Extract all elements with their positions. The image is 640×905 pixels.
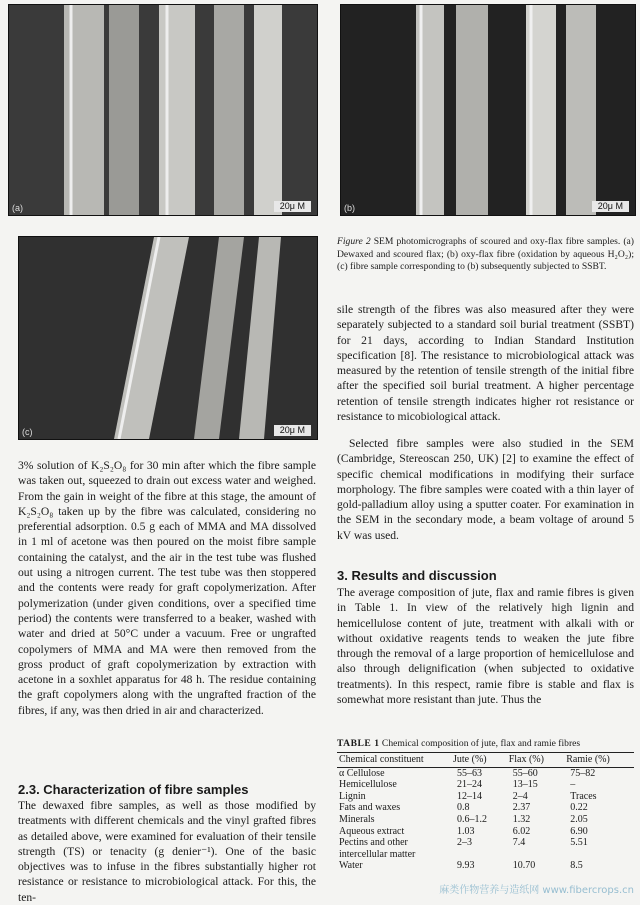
figure-label-b: (b) xyxy=(344,203,355,213)
cell-ramie: 6.90 xyxy=(570,825,588,837)
table-caption xyxy=(337,738,634,750)
cell-constituent: Minerals xyxy=(339,813,375,825)
cell-constituent: Aqueous extract xyxy=(339,825,405,837)
right-paragraph-2: Selected fibre samples were also studied in the SEM (Cambridge, Stereoscan 250, UK) [2] to examine the effect of specific chemical modifications in modifying their surface morphology. The fibre samples were coated with a thin layer of gold-palladium alloy using a sputter coater. For examination in the SEM in the secondary mode, a beam voltage of around 5 kV was used. xyxy=(337,437,634,542)
cell-ramie: 0.22 xyxy=(570,802,588,814)
cell-ramie: – xyxy=(570,779,576,791)
table-row xyxy=(337,779,634,791)
scale-bar-c: 20μ M xyxy=(274,425,311,436)
cell-jute: 55–63 xyxy=(457,767,482,779)
right-paragraph-3: The average composition of jute, flax and ramie fibres is given in Table 1. In view of the relatively high lignin and hemicellulose content of jute, treatment with alkali with or without oxidative reagents tends to weaken the jute fibre through the removal of a large proportion of hemicellulose and also through delignification (when subjected to oxidative treatments). In this respect, ramie fibre is stable and flax is somewhat more resistant than jute. Thus the xyxy=(337,586,634,707)
cell-flax: 2.37 xyxy=(512,802,531,814)
table-row xyxy=(337,826,634,838)
cell-jute: 1.03 xyxy=(457,825,475,837)
cell-jute: 21–24 xyxy=(457,779,482,791)
table-row xyxy=(337,767,634,779)
figure-label-c: (c) xyxy=(22,427,33,437)
section-heading-results: 3. Results and discussion xyxy=(337,568,497,583)
cell-ramie: 5.51 xyxy=(570,837,588,849)
cell-constituent: Hemicellulose xyxy=(339,779,397,791)
table-header-row xyxy=(337,753,634,768)
table-row xyxy=(337,802,634,814)
cell-constituent: Pectins and other intercellular matter xyxy=(339,837,416,860)
figure-caption-text: SEM photomicrographs of scoured and oxy-flax fibre samples. (a) Dewaxed and scoured flax; (b) oxy-flax fibre (oxidation by aqueous H₂O₂); (c) fibre sample corresponding to (b) subsequently subjected to SSBT. xyxy=(337,236,634,272)
cell-ramie: 2.05 xyxy=(570,813,588,825)
table-row xyxy=(337,837,634,860)
watermark: 麻类作物营养与造纸网 www.fibercrops.cn xyxy=(439,885,634,896)
table-title: Chemical composition of jute, flax and ramie fibres xyxy=(379,738,581,749)
table-row xyxy=(337,860,634,872)
cell-flax: 55–60 xyxy=(512,767,538,779)
cell-ramie: Traces xyxy=(570,790,597,802)
sem-photo-a xyxy=(8,4,318,216)
cell-flax: 7.4 xyxy=(512,837,526,849)
cell-constituent: α Cellulose xyxy=(339,767,385,779)
left-paragraph-2: The dewaxed fibre samples, as well as those modified by treatments with different chemicals and the vinyl grafted fibres as detailed above, were examined for evaluation of their tensile strength (TS) or tenacity (g denier⁻¹). One of the basic objectives was to infuse in the fibres substantially higher rot resistance or resistance to microbiological attack. For this, the ten- xyxy=(18,799,316,904)
sem-image-b xyxy=(341,5,635,215)
cell-jute: 9.93 xyxy=(457,860,475,872)
scale-bar-b: 20μ M xyxy=(592,201,629,212)
cell-flax: 10.70 xyxy=(512,860,536,872)
composition-table xyxy=(337,752,634,872)
cell-ramie: 75–82 xyxy=(570,767,596,779)
left-paragraph-1: 3% solution of K₂S₂O₈ for 30 min after which the fibre sample was taken out, squeezed to drain out excess water and weighed. From the gain in weight of the fibre at this stage, the amount of K₂S₂O₈ taken up by the fibre was calculated, considering no preferential adsorption. 0.5 g each of MMA and MA dissolved in 1 ml of acetone was then poured on the moist fibre sample containing the catalyst, and the air in the test tube was flushed out using a nitrogen current. The test tube was then stoppered and the contents were ready for graft copolymerization. After polymerization (under given conditions, over a specified time period) the contents were transferred to a beaker, washed with water and dried at 50°C under a vacuum. Free or ungrafted copolymers of MMA and MA were then removed from the gross product of graft copolymerization by extraction with acetone in a soxhlet apparatus for 48 h. The residue containing the graft copolymers along with the ungrafted fraction of the fibres, if any, was then dried in air and characterized. xyxy=(18,459,316,717)
sem-image-a xyxy=(9,5,317,215)
cell-ramie: 8.5 xyxy=(570,860,583,872)
sem-photo-c xyxy=(18,236,318,440)
right-paragraph-1: sile strength of the fibres was also measured after they were separately subjected to a standard soil burial treatment (SSBT) for 21 days, according to Indian Standard Institution specification [8]. The resistance to microbiological attack was measured by the retention of tensile strength of the initial fibre after the specified soil burial treatment. A higher percentage retention of tensile strength indicates higher rot resistance or resistance to micobiological attack. xyxy=(337,303,634,424)
header-ramie: Ramie (%) xyxy=(564,753,634,768)
figure-caption-title: Figure 2 xyxy=(337,236,371,247)
cell-flax: 1.32 xyxy=(512,813,531,825)
table-row xyxy=(337,814,634,826)
scale-bar-a: 20μ M xyxy=(274,201,311,212)
cell-constituent: Lignin xyxy=(339,790,366,802)
sem-photo-b xyxy=(340,4,636,216)
figure-caption xyxy=(337,236,634,274)
table-row xyxy=(337,791,634,803)
cell-flax: 6.02 xyxy=(512,825,531,837)
cell-flax: 2–4 xyxy=(512,790,528,802)
cell-jute: 0.6–1.2 xyxy=(457,813,487,825)
cell-jute: 12–14 xyxy=(457,790,482,802)
section-heading-characterization: 2.3. Characterization of fibre samples xyxy=(18,782,249,797)
cell-jute: 0.8 xyxy=(457,802,470,814)
cell-constituent: Fats and waxes xyxy=(339,802,401,814)
header-constituent: Chemical constituent xyxy=(337,753,451,768)
sem-image-c xyxy=(19,237,317,439)
header-jute: Jute (%) xyxy=(451,753,507,768)
header-flax: Flax (%) xyxy=(507,753,565,768)
figure-label-a: (a) xyxy=(12,203,23,213)
cell-constituent: Water xyxy=(339,860,363,872)
cell-jute: 2–3 xyxy=(457,837,472,849)
cell-flax: 13–15 xyxy=(512,779,538,791)
table-label: TABLE 1 xyxy=(337,738,380,749)
